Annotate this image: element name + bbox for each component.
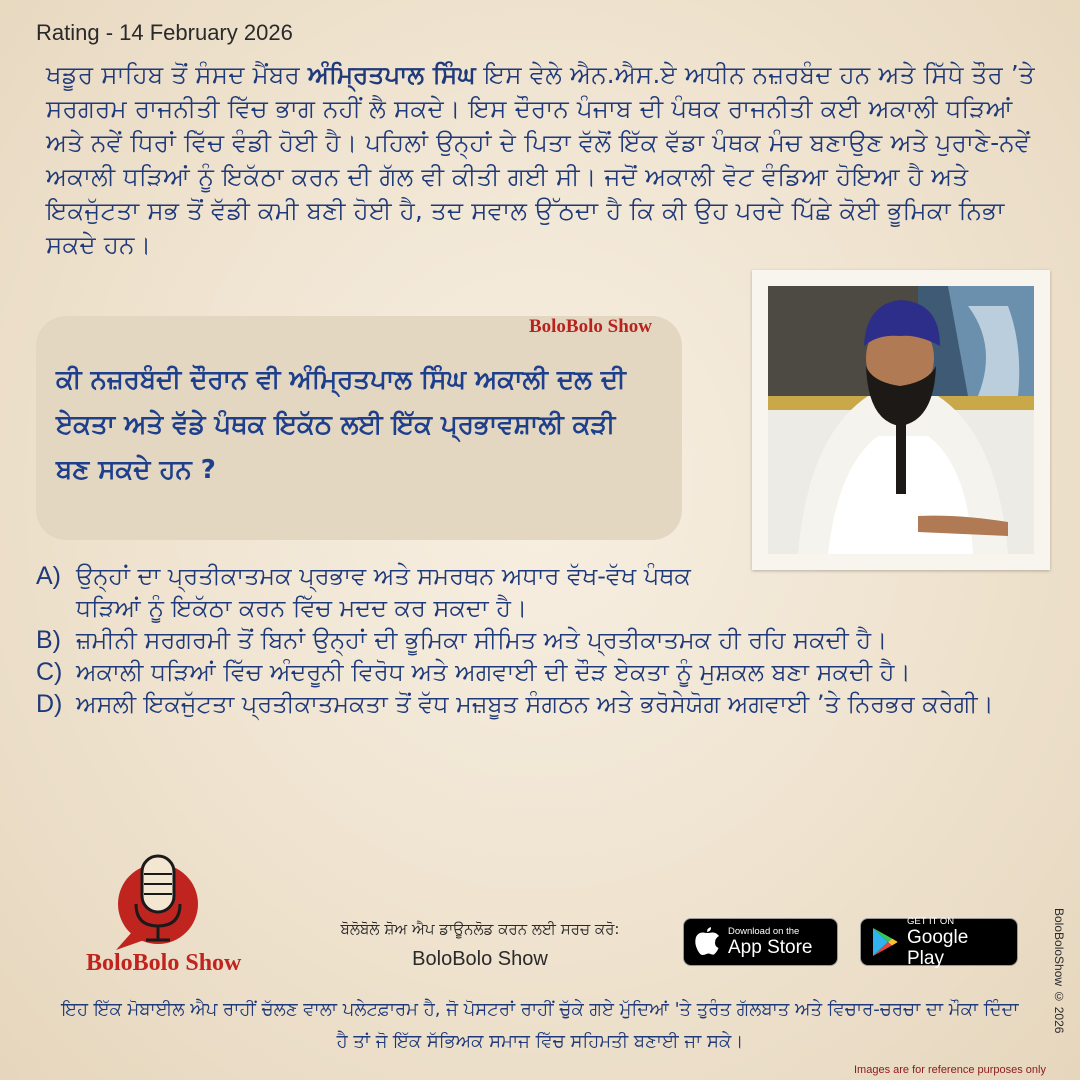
search-app-name: BoloBolo Show bbox=[412, 948, 548, 970]
option-text: ਅਸਲੀ ਇਕਜੁੱਟਤਾ ਪ੍ਰਤੀਕਾਤਮਕਤਾ ਤੋਂ ਵੱਧ ਮਜ਼ਬੂਤ ਸੰਗਠਨ ਅਤੇ ਭਰੋਸੇਯੋਗ ਅਗਵਾਈ ’ਤੇ ਨਿਰਭਰ ਕਰੇਗੀ। bbox=[76, 690, 994, 718]
poll-question: ਕੀ ਨਜ਼ਰਬੰਦੀ ਦੌਰਾਨ ਵੀ ਅੰਮ੍ਰਿਤਪਾਲ ਸਿੰਘ ਅਕਾਲੀ ਦਲ ਦੀ ਏਕਤਾ ਅਤੇ ਵੱਡੇ ਪੰਥਕ ਇਕੱਠ ਲਈ ਇੱਕ ਪ੍ਰਭਾਵਸ਼ਾਲੀ ਕੜੀ ਬਣ ਸਕਦੇ ਹਨ ? bbox=[56, 365, 626, 485]
google-play-icon bbox=[871, 927, 899, 957]
google-play-big-label: Google Play bbox=[907, 926, 969, 969]
app-store-button[interactable] bbox=[683, 918, 838, 966]
option-letter: C) bbox=[36, 658, 63, 686]
option-b[interactable] bbox=[36, 624, 1046, 656]
image-disclaimer: Images are for reference purposes only bbox=[854, 1064, 1046, 1076]
google-play-button[interactable] bbox=[860, 915, 1018, 969]
intro-name: ਅੰਮ੍ਰਿਤਪਾਲ ਸਿੰਘ bbox=[307, 60, 476, 89]
photo-frame bbox=[752, 270, 1050, 570]
footer-description: ਇਹ ਇੱਕ ਮੋਬਾਈਲ ਐਪ ਰਾਹੀਂ ਚੱਲਣ ਵਾਲਾ ਪਲੇਟਫ਼ਾਰਮ ਹੈ, ਜੋ ਪੋਸਟਰਾਂ ਰਾਹੀਂ ਚੁੱਕੇ ਗਏ ਮੁੱਦਿਆਂ 'ਤੇ ਤੁਰੰਤ ਗੱਲਬਾਤ ਅਤੇ ਵਿਚਾਰ-ਚਰਚਾ ਦਾ ਮੌਕਾ ਦਿੰਦਾ ਹੈ ਤਾਂ ਜੋ ਇੱਕ ਸੱਭਿਅਕ ਸਮਾਜ ਵਿੱਚ ਸਹਿਮਤੀ ਬਣਾਈ ਜਾ ਸਕੇ। bbox=[61, 999, 1019, 1052]
option-text: ਅਕਾਲੀ ਧੜਿਆਂ ਵਿੱਚ ਅੰਦਰੂਨੀ ਵਿਰੋਧ ਅਤੇ ਅਗਵਾਈ ਦੀ ਦੌੜ ਏਕਤਾ ਨੂੰ ਮੁਸ਼ਕਲ ਬਣਾ ਸਕਦੀ ਹੈ। bbox=[76, 658, 911, 686]
option-c[interactable] bbox=[36, 656, 1046, 688]
option-text: ਜ਼ਮੀਨੀ ਸਰਗਰਮੀ ਤੋਂ ਬਿਨਾਂ ਉਨ੍ਹਾਂ ਦੀ ਭੂਮਿਕਾ ਸੀਮਿਤ ਅਤੇ ਪ੍ਰਤੀਕਾਤਮਕ ਹੀ ਰਹਿ ਸਕਦੀ ਹੈ। bbox=[76, 626, 888, 654]
app-store-big-label: App Store bbox=[728, 937, 813, 958]
question-card bbox=[36, 316, 682, 540]
option-letter: A) bbox=[36, 562, 61, 590]
app-store-small-label: Download on the bbox=[728, 926, 800, 937]
rating-date: Rating - 14 February 2026 bbox=[36, 20, 293, 45]
apple-icon bbox=[694, 927, 720, 957]
option-letter: D) bbox=[36, 690, 63, 718]
question-card-brand: BoloBolo Show bbox=[528, 316, 652, 337]
logo-text: BoloBolo Show bbox=[86, 950, 242, 976]
option-a[interactable] bbox=[36, 560, 756, 624]
option-d[interactable] bbox=[36, 688, 1046, 720]
poll-options bbox=[36, 560, 1046, 720]
intro-before-name: ਖਡੂਰ ਸਾਹਿਬ ਤੋਂ ਸੰਸਦ ਮੈਂਬਰ bbox=[46, 60, 308, 89]
portrait-photo bbox=[768, 286, 1034, 554]
search-instruction: ਬੋਲੋਬੋਲੋ ਸ਼ੋਅ ਐਪ ਡਾਊਨਲੋਡ ਕਰਨ ਲਈ ਸਰਚ ਕਰੋ: bbox=[340, 920, 620, 938]
google-play-small-label: GET IT ON bbox=[907, 915, 955, 927]
option-text: ਉਨ੍ਹਾਂ ਦਾ ਪ੍ਰਤੀਕਾਤਮਕ ਪ੍ਰਭਾਵ ਅਤੇ ਸਮਰਥਨ ਅਧਾਰ ਵੱਖ-ਵੱਖ ਪੰਥਕ ਧੜਿਆਂ ਨੂੰ ਇਕੱਠਾ ਕਰਨ ਵਿੱਚ ਮਦਦ ਕਰ ਸਕਦਾ ਹੈ। bbox=[76, 562, 691, 622]
intro-after-name: ਇਸ ਵੇਲੇ ਐਨ.ਐਸ.ਏ ਅਧੀਨ ਨਜ਼ਰਬੰਦ ਹਨ ਅਤੇ ਸਿੱਧੇ ਤੌਰ ’ਤੇ ਸਰਗਰਮ ਰਾਜਨੀਤੀ ਵਿੱਚ ਭਾਗ ਨਹੀਂ ਲੈ ਸਕਦੇ। ਇਸ ਦੌਰਾਨ ਪੰਜਾਬ ਦੀ ਪੰਥਕ ਰਾਜਨੀਤੀ ਕਈ ਅਕਾਲੀ ਧੜਿਆਂ ਅਤੇ ਨਵੇਂ ਧਿਰਾਂ ਵਿੱਚ ਵੰਡੀ ਹੋਈ ਹੈ। ਪਹਿਲਾਂ ਉਨ੍ਹਾਂ ਦੇ ਪਿਤਾ ਵੱਲੋਂ ਇੱਕ ਵੱਡਾ ਪੰਥਕ ਮੰਚ ਬਣਾਉਣ ਅਤੇ ਪੁਰਾਣੇ-ਨਵੇਂ ਅਕਾਲੀ ਧੜਿਆਂ ਨੂੰ ਇਕੱਠਾ ਕਰਨ ਦੀ ਗੱਲ ਵੀ ਕੀਤੀ ਗਈ ਸੀ। ਜਦੋਂ ਅਕਾਲੀ ਵੋਟ ਵੰਡਿਆ ਹੋਇਆ ਹੈ ਅਤੇ ਇਕਜੁੱਟਤਾ ਸਭ ਤੋਂ ਵੱਡੀ ਕਮੀ ਬਣੀ ਹੋਈ ਹੈ, ਤਦ ਸਵਾਲ ਉੱਠਦਾ ਹੈ ਕਿ ਕੀ ਉਹ ਪਰਦੇ ਪਿੱਛੇ ਕੋਈ ਭੂਮਿਕਾ ਨਿਭਾ ਸਕਦੇ ਹਨ। bbox=[46, 60, 1035, 259]
intro-paragraph bbox=[46, 58, 1036, 262]
copyright-vertical: BoloBoloShow © 2026 bbox=[1052, 908, 1066, 1034]
option-letter: B) bbox=[36, 626, 61, 654]
